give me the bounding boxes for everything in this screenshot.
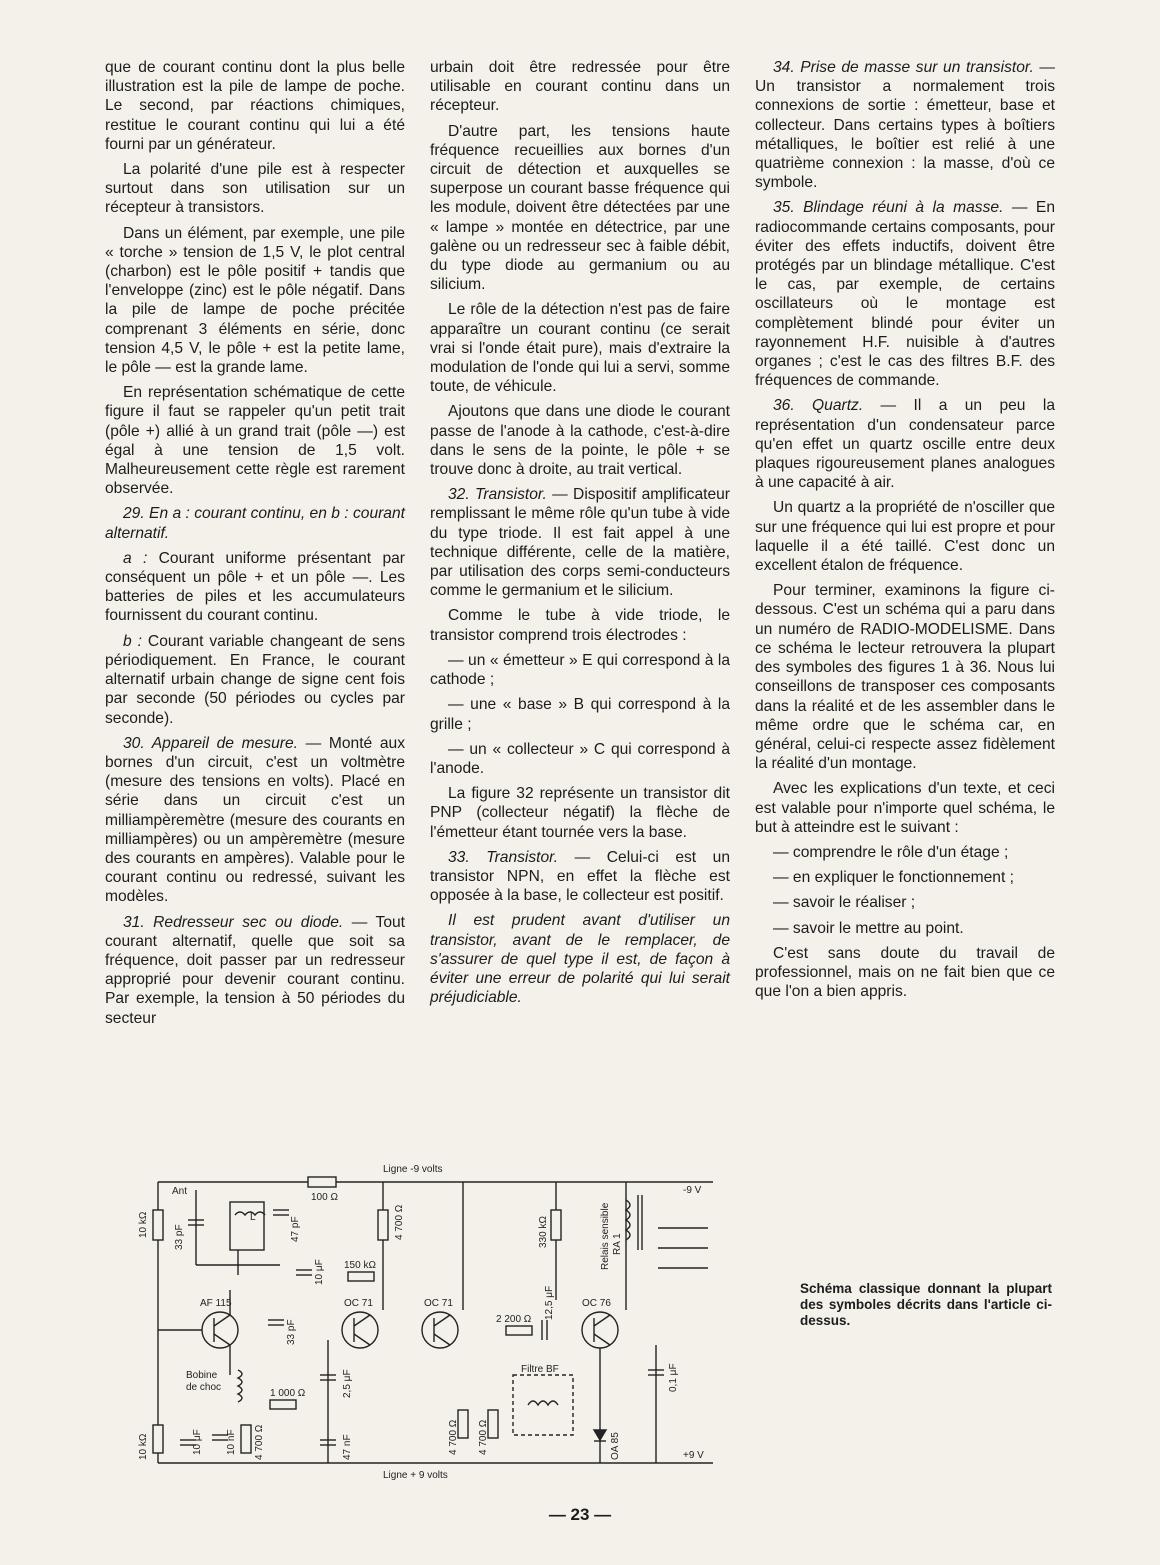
coil-box: [230, 1202, 264, 1250]
transistor-emitter: [354, 1334, 370, 1345]
list-item: — un « émetteur » E qui correspond à la cathode ;: [430, 651, 730, 689]
list-item: — en expliquer le fonctionnement ;: [773, 869, 1014, 887]
paragraph: [430, 485, 730, 600]
paragraph: La figure 32 représente un transistor dit PNP (collecteur négatif) la flèche de l'émetteur étant tournée vers la base.: [430, 785, 730, 841]
choke-coil: [238, 1370, 242, 1402]
section-heading-31: 31. Redresseur sec ou diode. —: [123, 913, 368, 931]
transistor-af115: [202, 1312, 238, 1348]
paragraph: La polarité d'une pile est à respecter surtout dans son utilisation sur un récepteur à transistors.: [105, 161, 405, 217]
resistor-label: 100 Ω: [311, 1192, 338, 1203]
resistor-150k: [348, 1272, 374, 1281]
paragraph: [755, 198, 1055, 390]
resistor-10k-b: [153, 1425, 163, 1453]
antenna-label: Ant: [172, 1186, 188, 1197]
transistor-label: OC 76: [582, 1298, 611, 1309]
section-heading-35: 35. Blindage réuni à la masse. —: [773, 199, 1028, 217]
resistor-330k: [551, 1210, 561, 1240]
resistor-4700-b: [241, 1425, 251, 1453]
list-item: — comprendre le rôle d'un étage ;: [773, 843, 1009, 861]
capacitor-label: 47 pF: [290, 1216, 301, 1242]
capacitor-label: 33 pF: [286, 1319, 297, 1345]
paragraph: [755, 58, 1055, 192]
section-heading-29: 29. En a : courant continu, en b : courant alternatif.: [105, 505, 405, 542]
section-heading-33: 33. Transistor. —: [448, 848, 591, 866]
paragraph: que de courant continu dont la plus belle illustration est la pile de lampe de poche. Le second, par réactions chimiques, restitue le courant continu qui lui a été fourni par un générateur.: [105, 59, 405, 153]
rail-label-bottom: Ligne + 9 volts: [383, 1470, 448, 1481]
list-item: — savoir le mettre au point.: [773, 919, 964, 937]
transistor-oc71-a: [342, 1312, 378, 1348]
paragraph: urbain doit être redressée pour être utilisable en courant continu dans un récepteur.: [430, 59, 730, 115]
paragraph: Dans un élément, par exemple, une pile « torche » tension de 1,5 V, le plot central (charbon) est le pôle positif + tandis que l'enveloppe (zinc) est le pôle négatif. Dans la pile de lampe de poche précitée comprenant 3 éléments en série, donc tension 4,5 V, le pôle + est la petite lame, le pôle — est la grande lame.: [105, 224, 405, 377]
warning-paragraph: Il est prudent avant d'utiliser un transistor, avant de le remplacer, de s'assurer de quel type il est, de façon à éviter une erreur de polarité qui lui serait préjudiciable.: [430, 912, 730, 1007]
page-number: — 23 —: [548, 1505, 612, 1524]
list-item: — un « collecteur » C qui correspond à l'anode.: [430, 740, 730, 777]
capacitor-label: 47 nF: [342, 1434, 353, 1460]
resistor-10k-a: [153, 1210, 163, 1240]
paragraph: Avec les explications d'un texte, et ceci est valable pour n'importe quel schéma, le but à atteindre est le suivant :: [755, 780, 1055, 836]
capacitor-label: 10 nF: [226, 1429, 237, 1455]
item-lead: b :: [123, 632, 142, 650]
capacitor-label: 10 μF: [314, 1259, 325, 1285]
filter-label: Filtre BF: [521, 1364, 559, 1375]
column-3: [755, 58, 1055, 1007]
section-heading-34: 34. Prise de masse sur un transistor. —: [773, 59, 1055, 76]
column-1: [105, 58, 405, 1034]
list-item: — savoir le réaliser ;: [773, 894, 916, 912]
transistor-label: OC 71: [424, 1298, 453, 1309]
paragraph: Un quartz a la propriété de n'osciller que sur une fréquence qui lui est propre et pour laquelle il a été taillé. C'est donc un excellent étalon de fréquence.: [755, 499, 1055, 575]
capacitor-label: 10 μF: [192, 1429, 203, 1455]
resistor-label: 2 200 Ω: [496, 1314, 532, 1325]
resistor-4700-a: [378, 1210, 388, 1240]
paragraph: En représentation schématique de cette figure il faut se rappeler qu'un petit trait (pôle +) allié à un grand trait (pôle —) est égal à une tension de 1,5 volt. Malheureusement cette règle est rarement observée.: [105, 384, 405, 498]
coil-label: L: [250, 1212, 256, 1223]
section-text: Il a un peu la représentation d'un condensateur parce qu'en effet un quartz oscille entre deux plaques rigoureusement planes analogues à une capacité à air.: [755, 397, 1055, 492]
resistor-label: 150 kΩ: [344, 1260, 376, 1271]
filter-coil: [528, 1401, 558, 1405]
resistor-100: [308, 1177, 336, 1187]
column-2: [430, 58, 730, 1013]
paragraph: [430, 848, 730, 906]
transistor-emitter: [594, 1334, 610, 1345]
paragraph: Comme le tube à vide triode, le transistor comprend trois électrodes :: [430, 607, 730, 644]
transistor-collector: [594, 1315, 610, 1326]
resistor-label: 4 700 Ω: [254, 1424, 265, 1460]
capacitor-label: 0,1 μF: [668, 1363, 679, 1392]
resistor-label: 4 700 Ω: [478, 1419, 489, 1455]
resistor-2200: [506, 1326, 532, 1335]
relay-label: RA 1: [612, 1233, 623, 1255]
resistor-label: 330 kΩ: [538, 1216, 549, 1248]
supply-minus-label: -9 V: [683, 1185, 702, 1196]
section-heading-36: 36. Quartz. —: [773, 397, 897, 415]
transistor-collector: [434, 1315, 450, 1326]
paragraph: Le rôle de la détection n'est pas de faire apparaître un courant continu (ce serait vrai si l'onde était pure), mais d'extraire la modulation de l'onde qui lui a servi, somme toute, de véhicule.: [430, 301, 730, 396]
resistor-label: 10 kΩ: [138, 1433, 149, 1460]
transistor-emitter: [434, 1334, 450, 1345]
paragraph: [105, 913, 405, 1028]
supply-plus-label: +9 V: [683, 1450, 704, 1461]
capacitor-label: 2,5 μF: [342, 1369, 353, 1398]
paragraph: Pour terminer, examinons la figure ci-dessous. C'est un schéma qui a paru dans un numéro de RADIO-MODELISME. Dans ce schéma le lecteur retrouvera la plupart des symboles des figures 1 à 36. Nous lui conseillons de transposer ces composants dans la réalité et de les assembler dans le même ordre que le schéma car, en général, celui-ci respecte assez fidèlement la réalité d'un montage.: [755, 582, 1055, 773]
paragraph: D'autre part, les tensions haute fréquence recueillies aux bornes d'un circuit de détection et auxquelles se superpose un courant basse fréquence qui les module, doivent être détectées par une « lampe » montée en détectrice, par une galène ou un redresseur sec à faible débit, du type diode au germanium ou au silicium.: [430, 122, 730, 294]
item-lead: a :: [123, 549, 148, 567]
resistor-label: 10 kΩ: [138, 1211, 149, 1238]
resistor-1000: [270, 1400, 296, 1409]
paragraph: [105, 734, 405, 907]
paragraph: Ajoutons que dans une diode le courant passe de l'anode à la cathode, c'est-à-dire dans le sens de la pointe, le pôle + se trouve donc à droite, au trait vertical.: [430, 403, 730, 479]
capacitor-label: 12,5 μF: [544, 1285, 555, 1320]
relay-label: Relais sensible: [600, 1202, 611, 1270]
section-text: Un transistor a normalement trois connexions de sortie : émetteur, base et collecteur. Dans certains types à boîtiers métalliques, le boîtier est relié à une quatrième connexion : la masse, d'où ce symbole.: [755, 78, 1055, 192]
figure-caption: Schéma classique donnant la plupart des symboles décrits dans l'article ci-dessus.: [800, 1281, 1052, 1328]
rail-label-top: Ligne -9 volts: [383, 1164, 443, 1175]
section-text: Tout courant alternatif, quelle que soit sa fréquence, doit passer par un redresseur approprié pour devenir courant continu. Par exemple, la tension à 50 périodes du secteur: [105, 913, 405, 1027]
transistor-collector: [214, 1315, 230, 1326]
list-item: — une « base » B qui correspond à la grille ;: [430, 696, 730, 733]
paragraph: [105, 632, 405, 728]
section-heading-30: 30. Appareil de mesure. —: [123, 734, 322, 752]
resistor-label: 4 700 Ω: [394, 1204, 405, 1240]
choke-label: Bobine: [186, 1370, 218, 1381]
paragraph: C'est sans doute du travail de professionnel, mais on ne fait bien que ce que l'on a bien appris.: [755, 944, 1055, 1001]
transistor-emitter: [214, 1334, 230, 1345]
paragraph: [105, 549, 405, 626]
section-text: Dispositif amplificateur remplissant le même rôle qu'un tube à vide du type triode. Il est fait appel à une technique différente, celle de la matière, par utilisation des corps semi-conducteurs comme le germanium et le silicium.: [430, 486, 730, 600]
resistor-4700-d: [488, 1410, 498, 1438]
choke-label: de choc: [186, 1382, 222, 1393]
section-text: Celui-ci est un transistor NPN, en effet la flèche est opposée à la base, le collecteur est positif.: [430, 848, 730, 905]
transistor-label: AF 115: [200, 1298, 232, 1309]
transistor-label: OC 71: [344, 1298, 373, 1309]
paragraph: [755, 396, 1055, 492]
resistor-4700-c: [458, 1410, 468, 1438]
capacitor-label: 33 pF: [174, 1224, 185, 1250]
item-text: Courant variable changeant de sens périodiquement. En France, le courant alternatif urbain change de signe cent fois par seconde (50 périodes ou cycles par seconde).: [105, 632, 405, 727]
resistor-label: 4 700 Ω: [448, 1419, 459, 1455]
transistor-oc76: [582, 1312, 618, 1348]
diode-label: OA 85: [610, 1432, 621, 1460]
section-heading-32: 32. Transistor. —: [448, 486, 568, 504]
filter-bf-box: [513, 1375, 573, 1435]
section-text: En radiocommande certains composants, pour éviter des effets inductifs, doivent être protégés par un blindage métallique. C'est le cas, par exemple, de certains oscillateurs où le montage est complètement blindé pour éviter un rayonnement H.F. nuisible à d'autres organes ; c'est le cas des filtres B.F. des fréquences de commande.: [755, 199, 1055, 390]
transistor-oc71-b: [422, 1312, 458, 1348]
section-text: Monté aux bornes d'un circuit, c'est un voltmètre (mesure des tensions en volts). Placé en série dans un circuit c'est un milliampèremètre (mesure des courants en milliampères) ou un ampèremètre (mesure des courants en ampères). Valable pour le courant continu ou redressé, suivant les modèles.: [105, 734, 405, 906]
circuit-schematic: [138, 1160, 718, 1490]
transistor-collector: [354, 1315, 370, 1326]
resistor-label: 1 000 Ω: [270, 1388, 306, 1399]
item-text: Courant uniforme présentant par conséquent un pôle + et un pôle —. Les batteries de piles et les accumulateurs fournissent du courant continu.: [105, 549, 405, 625]
